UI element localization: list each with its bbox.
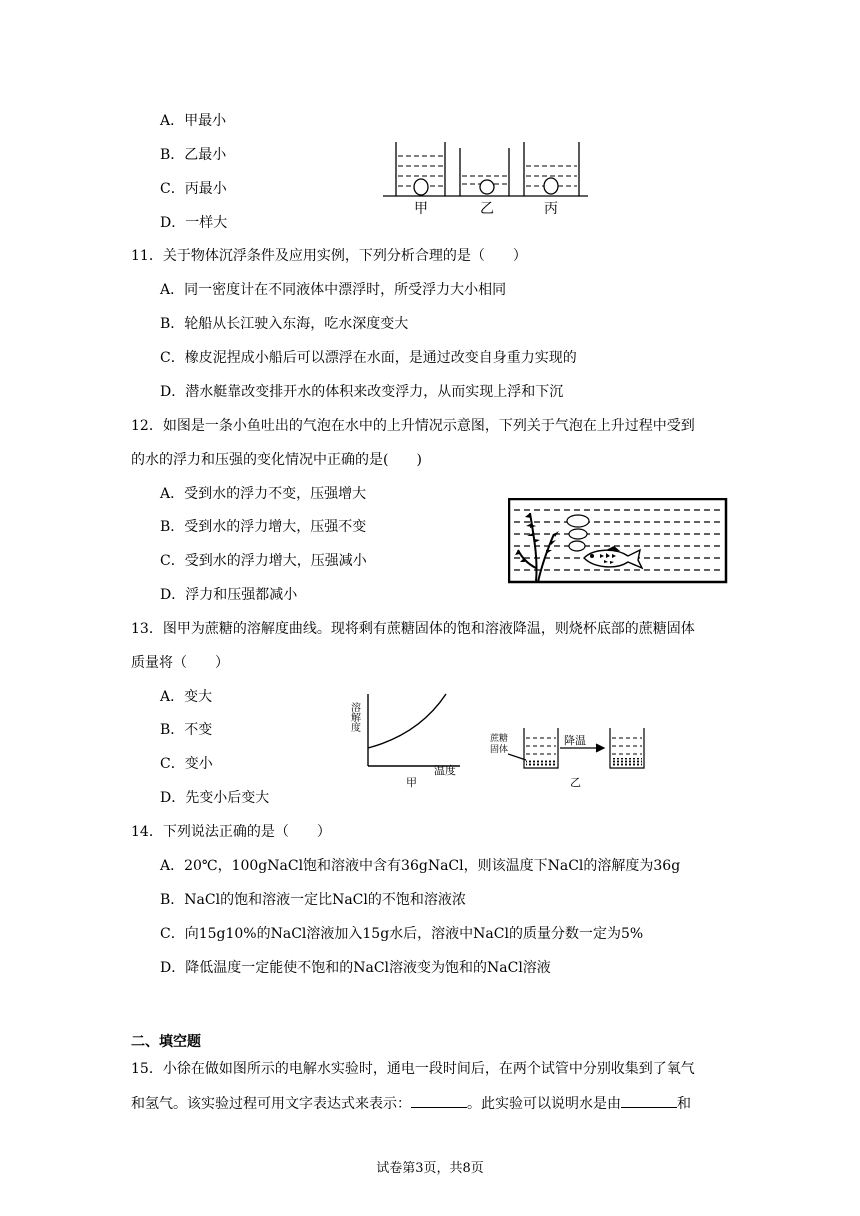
q11-option-b: B．轮船从长江驶入东海，吃水深度变大	[160, 316, 409, 332]
q11-stem: 11．关于物体沉浮条件及应用实例，下列分析合理的是（ ）	[131, 248, 527, 264]
q10-label-jia: 甲	[414, 201, 428, 217]
q10-option-b: B．乙最小	[160, 147, 227, 163]
page-footer: 试卷第3页，共8页	[376, 1161, 484, 1176]
q13-solid-label: 固体	[490, 745, 509, 755]
q15-line2	[131, 1093, 691, 1114]
q12-option-b: B．受到水的浮力增大，压强不变	[160, 519, 367, 535]
q12-stem-line1: 12．如图是一条小鱼吐出的气泡在水中的上升情况示意图，下列关于气泡在上升过程中受到	[131, 418, 695, 434]
q11-option-a: A．同一密度计在不同液体中漂浮时，所受浮力大小相同	[160, 282, 507, 298]
q14-option-b: B．NaCl的饱和溶液一定比NaCl的不饱和溶液浓	[160, 892, 466, 908]
q15-line2-part-a: 和氢气。该实验过程可用文字表达式来表示：	[131, 1096, 411, 1112]
q14-option-c: C．向15g10%的NaCl溶液加入15g水后，溶液中NaCl的质量分数一定为5%	[160, 926, 644, 942]
q10-option-a: A．甲最小	[160, 113, 227, 129]
q13-option-d: D．先变小后变大	[160, 790, 270, 806]
q12-option-d: D．浮力和压强都减小	[160, 587, 298, 603]
section-title: 二、填空题	[131, 1034, 201, 1050]
q15-line2-part-b: 。此实验可以说明水是由	[467, 1096, 621, 1112]
q10-label-yi: 乙	[480, 201, 494, 217]
q13-ylabel: 溶解度	[348, 702, 360, 732]
q12-option-a: A．受到水的浮力不变，压强增大	[160, 486, 367, 502]
q10-option-c: C．丙最小	[160, 181, 227, 197]
q11-option-c: C．橡皮泥捏成小船后可以漂浮在水面，是通过改变自身重力实现的	[160, 350, 577, 366]
q13-caption-jia: 甲	[406, 776, 417, 789]
q14-option-d: D．降低温度一定能使不饱和的NaCl溶液变为饱和的NaCl溶液	[160, 960, 551, 976]
q13-option-b: B．不变	[160, 722, 213, 738]
q13-stem-line1: 13．图甲为蔗糖的溶解度曲线。现将剩有蔗糖固体的饱和溶液降温，则烧杯底部的蔗糖固体	[131, 621, 695, 637]
q13-stem-line2: 质量将（ ）	[131, 655, 229, 671]
q10-label-bing: 丙	[544, 201, 558, 217]
q10-figure	[383, 138, 593, 220]
q15-line1: 15．小徐在做如图所示的电解水实验时，通电一段时间后，在两个试管中分别收集到了氧气	[131, 1061, 695, 1077]
svg-text:蔗糖: 蔗糖	[490, 734, 509, 744]
q15-blank-1[interactable]	[411, 1093, 467, 1108]
q13-option-a: A．变大	[160, 689, 213, 705]
q11-option-d: D．潜水艇靠改变排开水的体积来改变浮力，从而实现上浮和下沉	[160, 384, 564, 400]
q12-option-c: C．受到水的浮力增大，压强减小	[160, 553, 367, 569]
q10-option-d: D．一样大	[160, 215, 228, 231]
q14-stem: 14．下列说法正确的是（ ）	[131, 824, 331, 840]
q15-blank-2[interactable]	[621, 1093, 677, 1108]
q13-arrow-label: 降温	[564, 734, 586, 747]
q12-figure	[508, 498, 728, 584]
q13-xlabel: 温度	[434, 764, 456, 777]
q12-stem-line2: 的水的浮力和压强的变化情况中正确的是( )	[131, 452, 422, 468]
q13-figure	[348, 688, 768, 792]
q15-line2-part-c: 和	[677, 1096, 691, 1112]
q14-option-a: A．20℃，100gNaCl饱和溶液中含有36gNaCl，则该温度下NaCl的溶解度为36g	[160, 858, 681, 874]
q13-option-c: C．变小	[160, 756, 213, 772]
q13-caption-yi: 乙	[570, 776, 581, 789]
